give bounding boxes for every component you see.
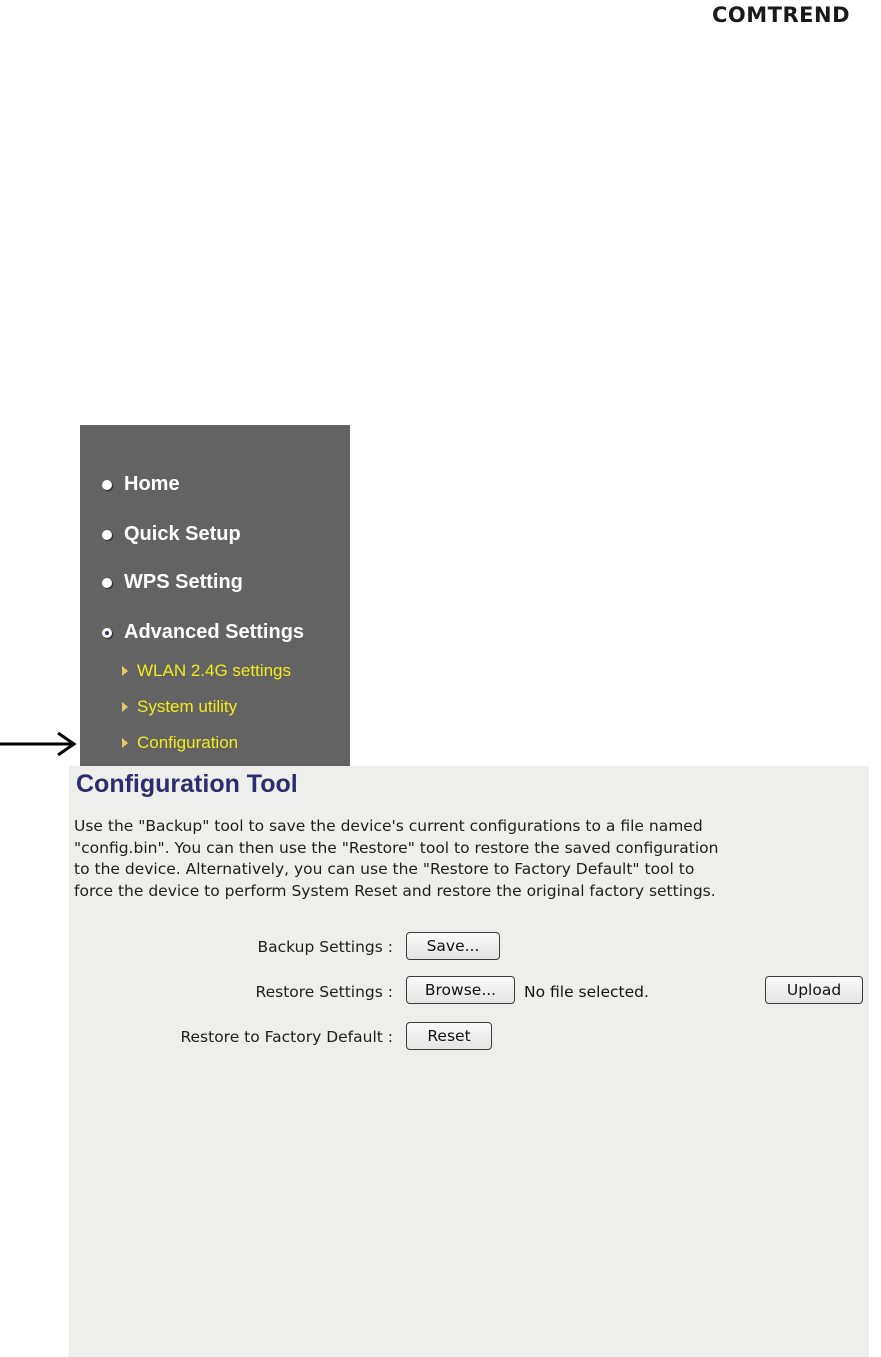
submenu-item-system-utility[interactable] [122, 697, 237, 717]
submenu-item-label: WLAN 2.4G settings [137, 661, 292, 680]
bullet-icon [102, 480, 112, 490]
submenu-item-configuration[interactable] [122, 733, 238, 753]
triangle-icon [122, 702, 128, 712]
menu-item-home[interactable] [102, 473, 180, 496]
configuration-tool-panel [69, 766, 869, 1357]
upload-button[interactable]: Upload [765, 976, 863, 1004]
file-status-text: No file selected. [524, 983, 649, 1001]
menu-item-label: WPS Setting [124, 571, 243, 593]
description-line: force the device to perform System Reset and restore the original factory settings. [74, 882, 716, 900]
submenu-item-label: Configuration [137, 733, 239, 752]
triangle-icon [122, 738, 128, 748]
menu-item-wps-setting[interactable] [102, 571, 243, 594]
pointer-arrow-icon [0, 730, 80, 760]
bullet-icon [102, 578, 112, 588]
save-button[interactable]: Save... [406, 932, 500, 960]
restore-settings-label: Restore Settings : [255, 983, 393, 1001]
submenu-item-label: System utility [137, 697, 238, 716]
submenu-item-wlan[interactable] [122, 661, 291, 681]
description-line: to the device. Alternatively, you can use the "Restore to Factory Default" tool to [74, 860, 695, 878]
backup-settings-label: Backup Settings : [257, 938, 393, 956]
description-line: "config.bin". You can then use the "Restore" tool to restore the saved configuration [74, 839, 719, 857]
menu-item-advanced-settings[interactable] [102, 621, 304, 644]
sidebar-menu [80, 425, 350, 785]
browse-button[interactable]: Browse... [406, 976, 515, 1004]
reset-button[interactable]: Reset [406, 1022, 492, 1050]
triangle-icon [122, 666, 128, 676]
description-line: Use the "Backup" tool to save the device's current configurations to a file named [74, 817, 703, 835]
bullet-active-icon [102, 628, 112, 638]
bullet-icon [102, 530, 112, 540]
menu-item-label: Home [124, 473, 180, 495]
menu-item-label: Advanced Settings [124, 621, 305, 643]
comtrend-logo: COMTREND [712, 3, 851, 27]
factory-default-label: Restore to Factory Default : [180, 1028, 393, 1046]
menu-item-quick-setup[interactable] [102, 523, 241, 546]
menu-item-label: Quick Setup [124, 523, 241, 545]
page-title: Configuration Tool [76, 770, 298, 798]
